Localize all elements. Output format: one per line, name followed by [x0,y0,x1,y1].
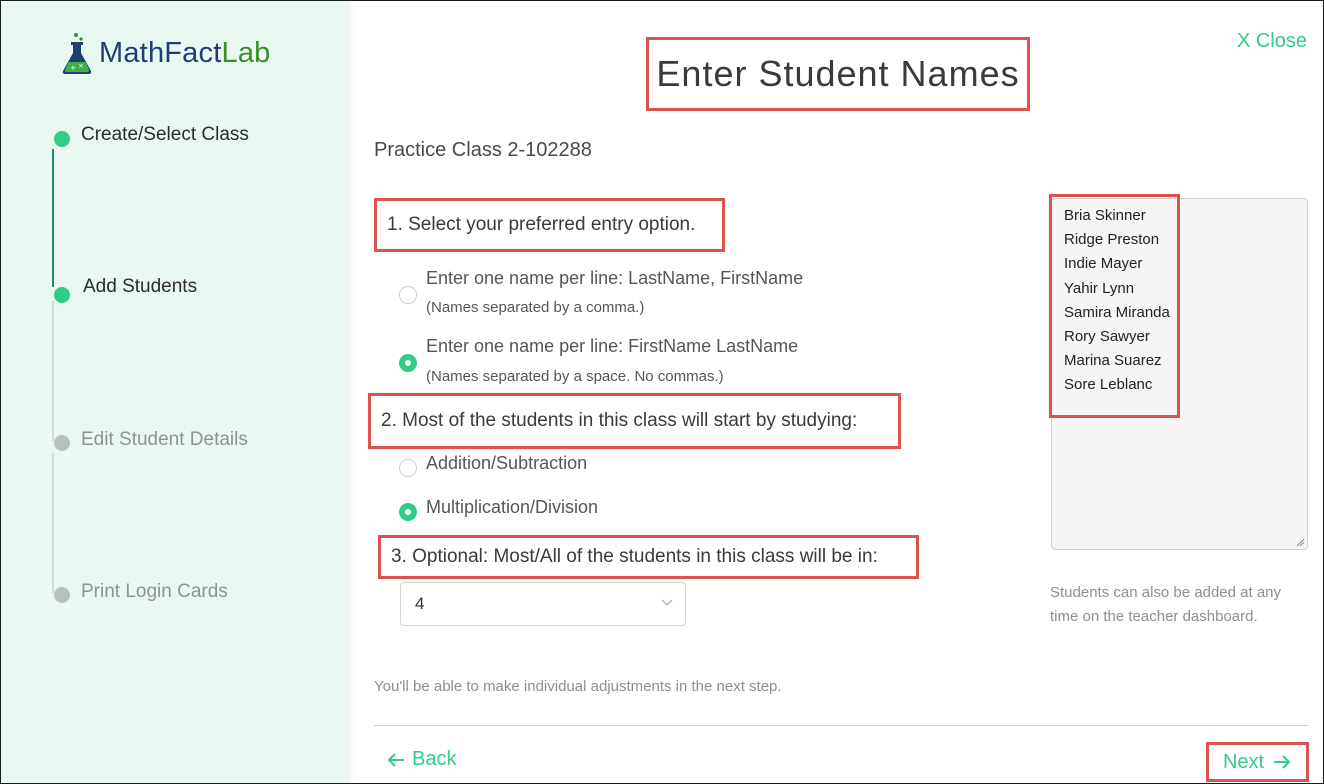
logo-text [99,37,270,70]
chevron-down-icon [661,596,673,608]
step-dot-create-select-class [54,131,70,147]
option-label-multiplication-division[interactable]: Multiplication/Division [426,497,599,517]
student-name-line: Bria Skinner [1064,207,1146,224]
step-dot-edit-student-details [54,435,70,451]
step-label-edit-student-details: Edit Student Details [81,429,248,450]
logo [59,31,270,75]
sidebar [1,1,347,784]
arrow-right-icon [1272,754,1292,770]
page-title: Enter Student Names [646,37,1030,111]
dashboard-note: Students can also be added at any time on the teacher dashboard. [1050,584,1282,625]
option-label-addition-subtraction[interactable]: Addition/Subtraction [426,453,588,473]
radio-multiplication-division[interactable] [399,503,417,521]
question-entry-option: 1. Select your preferred entry option. [374,198,725,252]
grade-select[interactable] [400,582,686,626]
svg-text:×: × [78,62,84,70]
step-dot-print-login-cards [54,587,70,603]
flask-icon [59,31,95,75]
logo-text-math: MathFact [99,36,222,69]
student-name-line: Rory Sawyer [1064,328,1150,345]
option-label-lastname-firstname[interactable]: Enter one name per line: LastName, FirstName [426,268,804,288]
step-dot-add-students [54,287,70,303]
step-connector-1 [52,149,54,287]
option-sub-lastname-firstname: (Names separated by a comma.) [426,299,645,316]
footer-divider [374,725,1308,726]
question-grade: 3. Optional: Most/All of the students in this class will be in: [378,535,919,579]
step-label-create-select-class[interactable]: Create/Select Class [81,124,249,145]
step-connector-3 [52,453,54,593]
student-name-line: Marina Suarez [1064,352,1162,370]
question-starting-study: 2. Most of the students in this class will start by studying: [368,393,901,449]
step-label-print-login-cards: Print Login Cards [81,581,228,602]
student-name-line: Sore Leblanc [1064,376,1153,394]
step-connector-2 [52,301,54,441]
adjustments-hint: You'll be able to make individual adjustments in the next step. [374,678,782,695]
student-name-line: Ridge Preston [1064,231,1160,249]
next-button[interactable] [1206,742,1309,782]
resize-grip-icon[interactable] [1295,537,1305,547]
student-name-line: Indie Mayer [1064,255,1143,273]
arrow-left-icon [386,752,406,768]
back-button-label: Back [412,748,457,770]
next-button-label: Next [1222,750,1265,773]
option-sub-firstname-lastname: (Names separated by a space. No commas.) [426,368,724,385]
svg-text:+: + [70,64,76,72]
option-label-firstname-lastname[interactable]: Enter one name per line: FirstName LastName [426,336,799,356]
class-name: Practice Class 2-102288 [374,139,592,161]
student-name-line: Yahir Lynn [1064,279,1135,297]
radio-addition-subtraction[interactable] [399,459,417,477]
back-button[interactable] [386,748,456,771]
grade-select-value: 4 [415,594,425,613]
close-button[interactable]: X Close [1236,30,1307,52]
logo-text-lab: Lab [221,36,271,69]
radio-lastname-firstname[interactable] [399,286,417,304]
step-label-add-students[interactable]: Add Students [83,276,198,297]
student-name-line: Samira Miranda [1064,303,1170,321]
radio-firstname-lastname[interactable] [399,354,417,372]
